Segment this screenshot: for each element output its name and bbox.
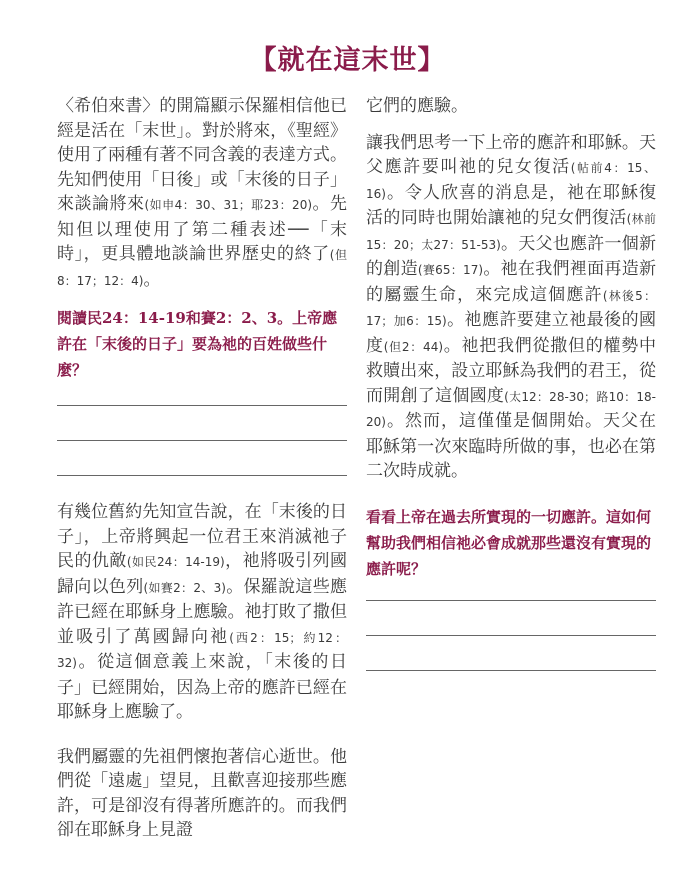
answer-lines <box>57 405 347 476</box>
text-run: 讓我們思考一下上帝的應許和耶穌。天父應許要叫祂的兒女復活 <box>366 132 656 177</box>
scripture-reference: (林前15：20；太27：51-53) <box>366 212 657 252</box>
scripture-reference: (如賽2：2、3) <box>143 580 226 595</box>
scripture-reference: (但8：17；12：4) <box>57 248 347 288</box>
scripture-reference: (如申4：30、31；耶23：20) <box>144 198 313 212</box>
intro-paragraph <box>57 94 347 293</box>
scripture-reference: (太12：28-30；路10：18-20) <box>366 389 656 429</box>
text-run: 。令人欣喜的消息是，祂在耶穌復活的同時也開始讓祂的兒女們復活 <box>366 182 656 228</box>
scripture-reference: (賽65：17) <box>417 263 484 277</box>
answer-lines <box>366 600 656 671</box>
answer-line[interactable] <box>57 475 347 476</box>
text-run: 。然而，這僅僅是個開始。天父在耶穌第一次來臨時所做的事，也必在第二次時成就。 <box>366 411 656 481</box>
answer-line[interactable] <box>366 600 656 601</box>
text-run: 。 <box>143 269 161 290</box>
left-column <box>57 94 347 855</box>
answer-line[interactable] <box>366 635 656 636</box>
answer-line[interactable] <box>57 440 347 441</box>
text-run: 〈希伯來書〉的開篇顯示保羅相信他已經是活在「末世」。對於將來，《聖經》使用了兩種有著不同含義的表達方式。先知們使用「日後」或「末後的日子」來談論將來 <box>57 96 347 214</box>
scripture-reference: (西2：15；約12：32) <box>57 630 348 670</box>
text-run: 。先知但以理使用了第二種表述──「末時」，更具體地談論世界歷史的終了 <box>57 194 348 264</box>
text-run: 。祂在我們裡面再造新的屬靈生命，來完成這個應許 <box>366 259 657 305</box>
right-column <box>366 94 656 671</box>
scripture-reference: (林後5：17；加6：15) <box>366 288 656 328</box>
body-paragraph <box>366 131 656 484</box>
scripture-reference: (帖前4：15、16) <box>366 161 656 201</box>
continued-paragraph: 它們的應驗。 <box>366 96 468 116</box>
text-run: 。祂把我們從撒但的權勢中救贖出來，設立耶穌為我們的君王，從而開創了這個國度 <box>366 335 656 406</box>
scripture-reference: (如民24：14-19) <box>126 555 225 569</box>
text-run: 。保羅說這些應許已經在耶穌身上應驗。祂打敗了撒但並吸引了萬國歸向祂 <box>57 576 347 647</box>
study-question: 閱讀民24：14-19和賽2：2、3。上帝應許在「末後的日子」要為祂的百姓做些什麼？ <box>57 309 338 379</box>
text-run: ，祂將吸引列國歸向以色列 <box>57 551 347 597</box>
answer-line[interactable] <box>57 405 347 406</box>
text-run: 有幾位舊約先知宣告說，在「末後的日子」，上帝將興起一位君王來消滅祂子民的仇敵 <box>57 502 347 571</box>
scripture-reference: (但2：44) <box>383 339 444 354</box>
text-run: 。祂應許要建立祂最後的國度 <box>366 310 657 356</box>
text-run: 。天父也應許一個新的創造 <box>366 233 656 279</box>
body-paragraph <box>57 500 347 725</box>
page-title: 【就在這末世】 <box>249 45 446 76</box>
study-question: 看看上帝在過去所實現的一切應許。這如何幫助我們相信祂必會成就那些還沒有實現的應許呢？ <box>366 507 652 578</box>
body-paragraph: 我們屬靈的先祖們懷抱著信心逝世。他們從「遠處」望見，且歡喜迎接那些應許，可是卻沒有得著所應許的。而我們卻在耶穌身上見證 <box>57 746 347 840</box>
answer-line[interactable] <box>366 670 656 671</box>
text-run: 。從這個意義上來說，「末後的日子」已經開始，因為上帝的應許已經在耶穌身上應驗了。 <box>57 652 347 722</box>
